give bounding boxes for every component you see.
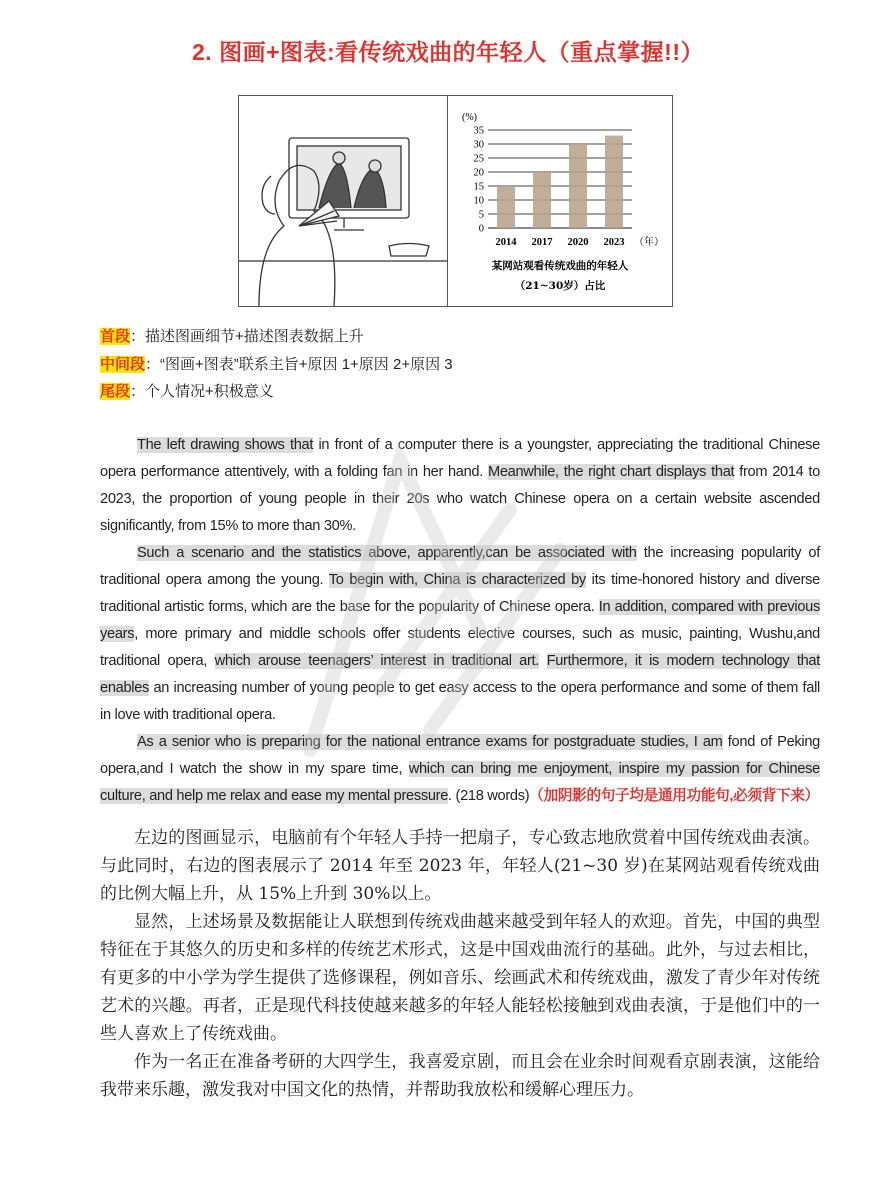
- highlighted-sentence: which arouse teenagers’ interest in traditional art.: [214, 653, 540, 669]
- y-tick-label: 30: [473, 139, 484, 151]
- outline-label: 尾段: [100, 383, 131, 400]
- y-tick-label: 0: [478, 223, 484, 235]
- drawing-sketch: [239, 96, 463, 306]
- y-axis-label: (%): [462, 112, 477, 123]
- y-tick-label: 25: [473, 153, 484, 165]
- sentence-text: fond of Peking opera,and I watch the show in my spare time,: [100, 734, 820, 777]
- sentence-text: in front of a computer there is a youngster, appreciating the traditional Chinese opera performance attentively, with a folding fan in her hand.: [100, 437, 820, 480]
- x-tick-label: 2014: [495, 237, 517, 248]
- outline-text: “图画+图表”联系主旨+原因 1+原因 2+原因 3: [160, 355, 453, 373]
- outline-label: 中间段: [100, 355, 146, 373]
- outline-text: 描述图画细节+描述图表数据上升: [145, 328, 364, 345]
- y-tick-label: 20: [473, 167, 484, 179]
- english-paragraph: [100, 432, 820, 540]
- bar-chart: [448, 96, 672, 306]
- english-essay: [100, 432, 820, 810]
- sentence-text: [539, 653, 547, 669]
- bar-2014: [497, 186, 515, 228]
- outline-item: [100, 323, 453, 351]
- highlighted-sentence: which can bring me enjoyment, inspire my passion for Chinese culture, and help me relax and ease my mental pressure: [100, 761, 820, 804]
- outline-sep: ：: [145, 355, 161, 373]
- chinese-translation: [100, 824, 820, 1104]
- illustration-young-person-watching-opera: [238, 95, 464, 307]
- page-title: 2. 图画+图表:看传统戏曲的年轻人（重点掌握!!）: [192, 39, 704, 65]
- outline-sep: ：: [130, 328, 146, 345]
- highlighted-sentence: Such a scenario and the statistics above, apparently,can be associated with: [137, 545, 637, 561]
- outline-item: [100, 378, 453, 406]
- highlighted-sentence: Meanwhile, the right chart displays that: [487, 464, 735, 480]
- outline-sep: ：: [130, 383, 146, 400]
- outline-label: 首段: [100, 328, 131, 345]
- x-tick-label: 2020: [567, 237, 589, 248]
- chart-caption-line1: 某网站观看传统戏曲的年轻人: [491, 260, 629, 272]
- y-tick-label: 10: [473, 195, 484, 207]
- bar-2020: [569, 144, 587, 228]
- sentence-text: the increasing popularity of traditional opera among the young.: [100, 545, 820, 588]
- chinese-paragraph: 显然，上述场景及数据能让人联想到传统戏曲越来越受到年轻人的欢迎。首先，中国的典型特征在于其悠久的历史和多样的传统艺术形式，这是中国戏曲流行的基础。此外，与过去相比，有更多的中小学为学生提供了选修课程，例如音乐、绘画武术和传统戏曲，激发了青少年对传统艺术的兴趣。再者，正是现代科技使越来越多的年轻人能轻松接触到戏曲表演，于是他们中的一些人喜欢上了传统戏曲。: [100, 912, 820, 1044]
- highlighted-sentence: In addition, compared with previous years: [100, 599, 820, 642]
- bar-2017: [533, 172, 551, 228]
- highlighted-sentence: The left drawing shows that: [137, 437, 314, 453]
- x-tick-label: 2023: [603, 237, 625, 248]
- essay-body: [100, 432, 820, 1104]
- x-axis-label: （年）: [634, 237, 664, 248]
- bar-2023: [605, 136, 623, 228]
- sentence-text: an increasing number of young people to get easy access to the opera performance and some of them fall in love with traditional opera.: [100, 680, 820, 723]
- y-tick-label: 35: [473, 125, 484, 137]
- outline-text: 个人情况+积极意义: [145, 383, 274, 400]
- highlighted-sentence: To begin with, China is characterized by: [328, 572, 586, 588]
- sentence-text: from 2014 to 2023, the proportion of young people in their 20s who watch Chinese opera on a certain website ascended significantly, from 15% to more than 30%.: [100, 464, 820, 534]
- sentence-text: , more primary and middle schools offer students elective courses, such as music, painting, Wushu,and traditional opera,: [100, 626, 820, 669]
- y-tick-label: 15: [473, 181, 484, 193]
- note-text: （加阴影的句子均是通用功能句,必须背下来）: [529, 788, 819, 804]
- sentence-text: . (218 words): [448, 788, 530, 804]
- chinese-paragraph: 作为一名正在准备考研的大四学生，我喜爱京剧，而且会在业余时间观看京剧表演，这能给我带来乐趣，激发我对中国文化的热情，并帮助我放松和缓解心理压力。: [100, 1052, 820, 1100]
- english-paragraph: [100, 729, 820, 810]
- outline-item: [100, 351, 453, 379]
- highlighted-sentence: Furthermore, it is modern technology that enables: [100, 653, 820, 696]
- english-paragraph: [100, 540, 820, 729]
- chart-caption-line2: （21~30岁）占比: [514, 280, 606, 292]
- bar-chart-panel: [447, 95, 673, 307]
- y-tick-label: 5: [478, 209, 484, 221]
- x-tick-label: 2017: [531, 237, 553, 248]
- structure-outline: [100, 323, 453, 406]
- sentence-text: its time-honored history and diverse traditional artistic forms, which are the base for the popularity of Chinese opera.: [100, 572, 820, 615]
- chinese-paragraph: 左边的图画显示，电脑前有个年轻人手持一把扇子，专心致志地欣赏着中国传统戏曲表演。与此同时，右边的图表展示了 2014 年至 2023 年，年轻人(21~30 岁)在某网站观看传统戏曲的比例大幅上升，从 15%上升到 30%以上。: [100, 828, 820, 904]
- highlighted-sentence: As a senior who is preparing for the national entrance exams for postgraduate studies, I am: [137, 734, 723, 750]
